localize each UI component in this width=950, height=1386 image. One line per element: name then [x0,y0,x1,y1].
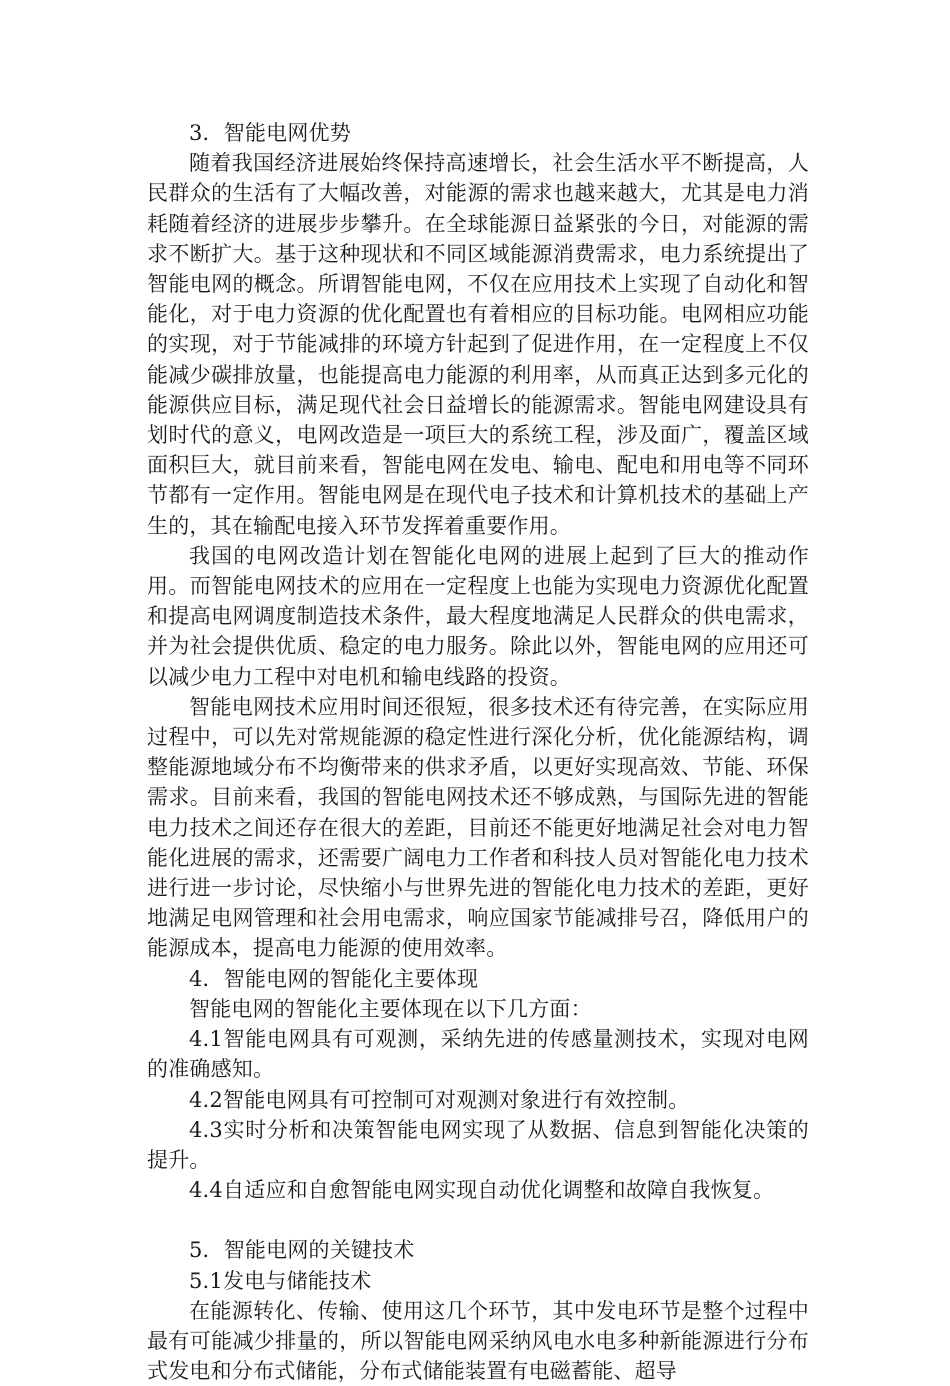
body-paragraph: 在能源转化、传输、使用这几个环节，其中发电环节是整个过程中最有可能减少排量的，所以智能电网采纳风电水电多种新能源进行分布式发电和分布式储能，分布式储能装置有电磁蓄能、超导 [147,1298,809,1384]
list-item: 4.1智能电网具有可观测，采纳先进的传感量测技术，实现对电网的准确感知。 [147,1027,809,1082]
list-item: 4.3实时分析和决策智能电网实现了从数据、信息到智能化决策的提升。 [147,1117,809,1172]
body-paragraph: 智能电网的智能化主要体现在以下几方面： [189,996,592,1021]
body-paragraph: 随着我国经济进展始终保持高速增长，社会生活水平不断提高，人民群众的生活有了大幅改善，对能源的需求也越来越大，尤其是电力消耗随着经济的进展步步攀升。在全球能源日益紧张的今日，对能源的需求不断扩大。基于这种现状和不同区域能源消费需求，电力系统提出了智能电网的概念。所谓智能电网，不仅在应用技术上实现了自动化和智能化，对于电力资源的优化配置也有着相应的目标功能。电网相应功能的实现，对于节能减排的环境方针起到了促进作用，在一定程度上不仅能减少碳排放量，也能提高电力能源的利用率，从而真正达到多元化的能源供应目标，满足现代社会日益增长的能源需求。智能电网建设具有划时代的意义，电网改造是一项巨大的系统工程，涉及面广，覆盖区域面积巨大，就目前来看，智能电网在发电、输电、配电和用电等不同环节都有一定作用。智能电网是在现代电子技术和计算机技术的基础上产生的，其在输配电接入环节发挥着重要作用。 [147,151,809,538]
body-paragraph: 我国的电网改造计划在智能化电网的进展上起到了巨大的推动作用。而智能电网技术的应用在一定程度上也能为实现电力资源优化配置和提高电网调度制造技术条件，最大程度地满足人民群众的供电需求，并为社会提供优质、稳定的电力服务。除此以外，智能电网的应用还可以减少电力工程中对电机和输电线路的投资。 [147,543,809,689]
body-paragraph: 智能电网技术应用时间还很短，很多技术还有待完善，在实际应用过程中，可以先对常规能源的稳定性进行深化分析，优化能源结构，调整能源地域分布不均衡带来的供求矛盾，以更好实现高效、节能、环保需求。目前来看，我国的智能电网技术还不够成熟，与国际先进的智能电力技术之间还存在很大的差距，目前还不能更好地满足社会对电力智能化进展的需求，还需要广阔电力工作者和科技人员对智能化电力技术进行进一步讨论，尽快缩小与世界先进的智能化电力技术的差距，更好地满足电网管理和社会用电需求，响应国家节能减排号召，降低用户的能源成本，提高电力能源的使用效率。 [147,694,809,961]
document-body [147,118,809,1386]
section-heading: 5．智能电网的关键技术 [189,1238,415,1263]
section-heading: 4．智能电网的智能化主要体现 [189,966,479,991]
list-item: 4.4自适应和自愈智能电网实现自动优化调整和故障自我恢复。 [189,1178,775,1203]
subsection-heading: 5.1发电与储能技术 [189,1268,372,1293]
section-heading: 3．智能电网优势 [189,121,351,145]
list-item: 4.2智能电网具有可控制可对观测对象进行有效控制。 [189,1087,690,1112]
blank-line [147,1205,809,1235]
